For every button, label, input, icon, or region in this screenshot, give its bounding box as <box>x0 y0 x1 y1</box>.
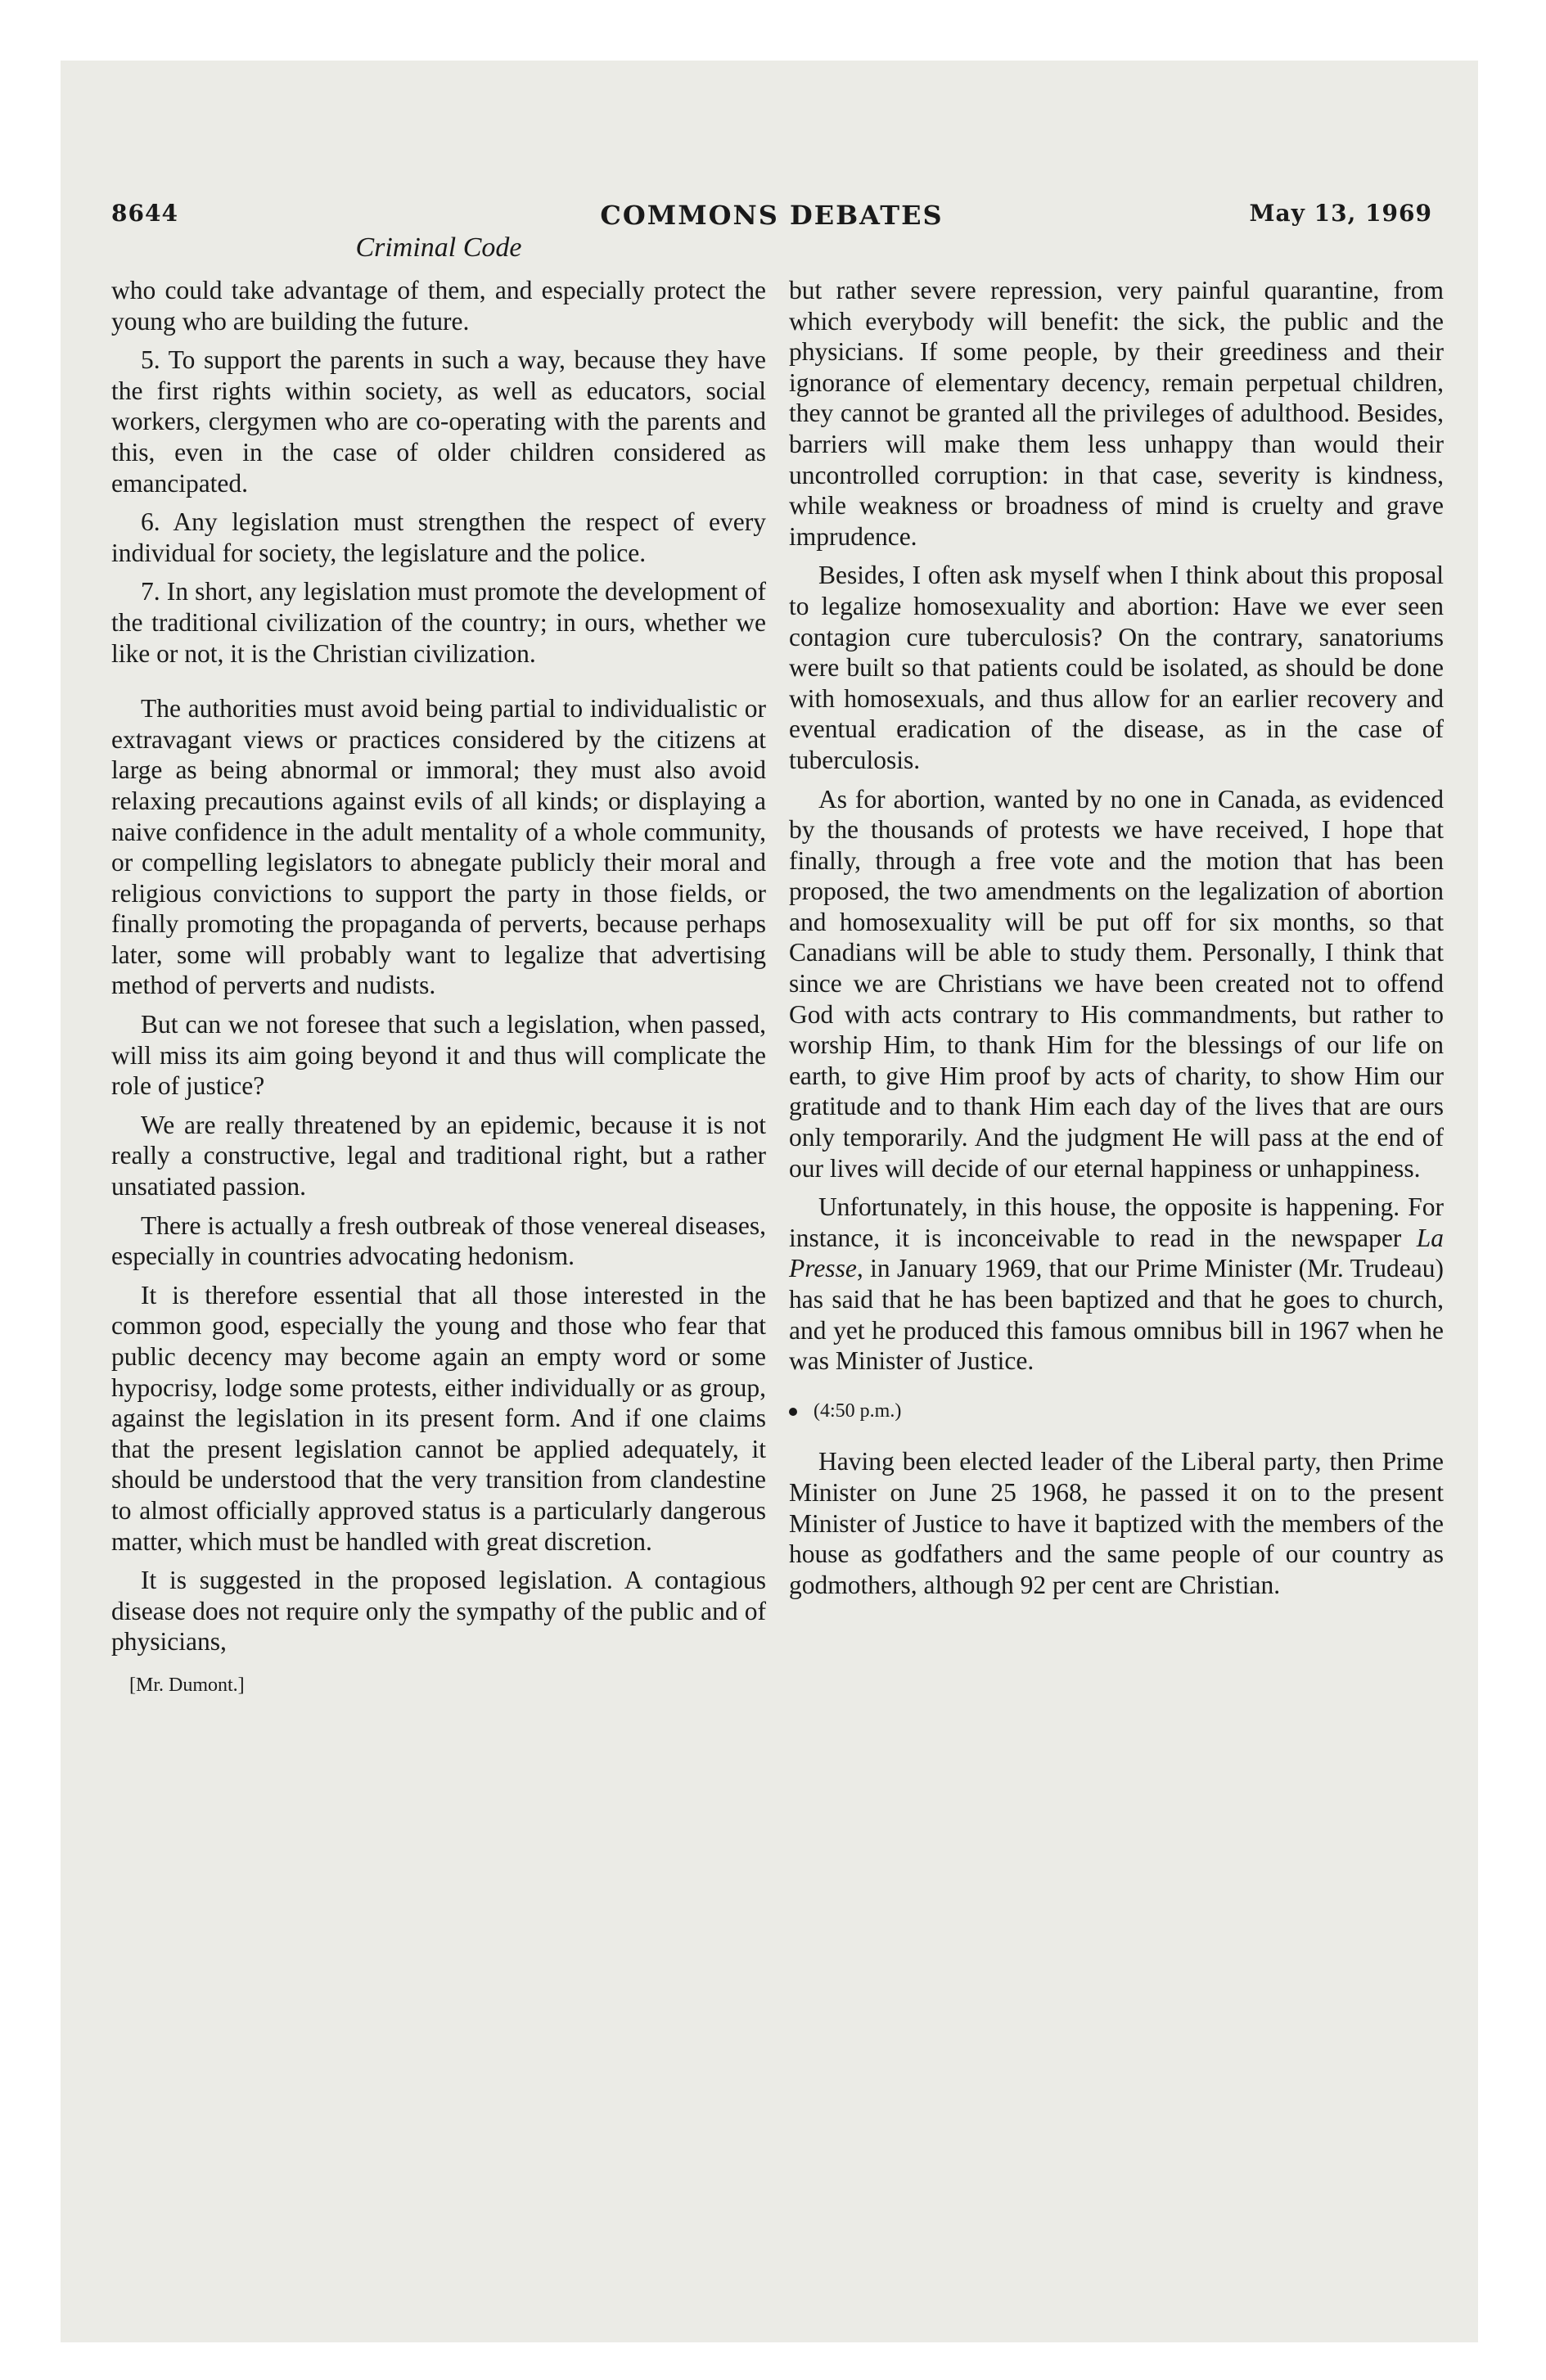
paragraph: There is actually a fresh outbreak of those venereal diseases, especially in countries advocating hedonism. <box>111 1210 766 1271</box>
paragraph: 7. In short, any legislation must promote the development of the traditional civilization of the country; in ours, whether we like or not, it is the Christian civilization. <box>111 577 766 668</box>
paragraph: but rather severe repression, very painful quarantine, from which everybody will benefit: the sick, the public and the physicians. If some people, by their greediness and their ignorance of elementary decency, remain perpetual children, they cannot be granted all the privileges of adulthood. Besides, barriers will make them less unhappy than would their uncontrolled corruption: in that case, severity is kindness, while weakness or broadness of mind is cruelty and grave imprudence. <box>789 276 1444 551</box>
paragraph: But can we not foresee that such a legislation, when passed, will miss its aim going beyond it and thus will complicate the role of justice? <box>111 1010 766 1101</box>
paragraph <box>789 1192 1444 1377</box>
paragraph: We are really threatened by an epidemic, because it is not really a constructive, legal and traditional right, but a rather unsatiated passion. <box>111 1110 766 1201</box>
paragraph: 6. Any legislation must strengthen the respect of every individual for society, the legislature and the police. <box>111 507 766 567</box>
paragraph: It is suggested in the proposed legislation. A contagious disease does not require only the sympathy of the public and of physicians, <box>111 1566 766 1657</box>
page-number: 8644 <box>111 200 178 227</box>
publication-date: May 13, 1969 <box>1249 200 1432 227</box>
speaker-attribution: [Mr. Dumont.] <box>129 1674 245 1696</box>
paragraph: 5. To support the parents in such a way, because they have the first rights within society, as well as educators, social workers, clergymen who are co-operating with the parents and this, even in the case of older children considered as emancipated. <box>111 345 766 498</box>
text-run: , in January 1969, that our Prime Minister (Mr. Trudeau) has said that he has been baptized and that he goes to church, and yet he produced this famous omnibus bill in 1967 when he was Minister of Justice. <box>789 1254 1444 1376</box>
paragraph: Besides, I often ask myself when I think about this proposal to legalize homosexuality and abortion: Have we ever seen contagion cure tuberculosis? On the contrary, sanatoriums were built so that patients could be isolated, as should be done with homosexuals, and thus allow for an earlier recovery and eventual eradication of the disease, as in the case of tuberculosis. <box>789 561 1444 774</box>
paragraph: The authorities must avoid being partial to individualistic or extravagant views or practices considered by the citizens at large as being abnormal or immoral; they must also avoid relaxing precautions against evils of all kinds; or displaying a naive confidence in the adult mentality of a whole community, or compelling legislators to abnegate publicly their moral and religious convictions to support the party in those fields, or finally promoting the propaganda of perverts, because perhaps later, some will probably want to legalize that advertising method of perverts and nudists. <box>111 694 766 1000</box>
bullet-icon <box>789 1408 797 1416</box>
publication-title: COMMONS DEBATES <box>600 200 944 231</box>
section-subtitle: Criminal Code <box>355 232 522 263</box>
right-column <box>789 275 1444 1608</box>
paragraph: It is therefore essential that all those interested in the common good, especially the young and those who fear that public decency may become again an empty word or some hypocrisy, lodge some protests, either individually or as group, against the legislation in its present form. And if one claims that the present legislation cannot be applied adequately, it should be understood that the very transition from clandestine to almost officially approved status is a particularly dangerous matter, which must be handled with great discretion. <box>111 1280 766 1556</box>
timestamp <box>789 1396 1444 1427</box>
left-column <box>111 275 766 1710</box>
newspaper-name: La Presse <box>789 1223 1444 1283</box>
timestamp-text: (4:50 p.m.) <box>814 1400 902 1422</box>
text-run: Unfortunately, in this house, the opposite is happening. For instance, it is inconceivable to read in the newspaper <box>789 1192 1444 1252</box>
paragraph: who could take advantage of them, and especially protect the young who are building the future. <box>111 276 766 336</box>
paragraph: Having been elected leader of the Liberal party, then Prime Minister on June 25 1968, he passed it on to the present Minister of Justice to have it baptized with the members of the house as godfathers and the same people of our country as godmothers, although 92 per cent are Christian. <box>789 1447 1444 1599</box>
paragraph: As for abortion, wanted by no one in Canada, as evidenced by the thousands of protests we have received, I hope that finally, through a free vote and the motion that has been proposed, the two amendments on the legalization of abortion and homosexuality will be put off for six months, so that Canadians will be able to study them. Personally, I think that since we are Christians we have been created not to offend God with acts contrary to His commandments, but rather to worship Him, to thank Him for the blessings of our life on earth, to give Him proof by acts of charity, to show Him our gratitude and to thank Him each day of the lives that are ours only temporarily. And the judgment He will pass at the end of our lives will decide of our eternal happiness or unhappiness. <box>789 784 1444 1183</box>
page <box>61 61 1478 2342</box>
